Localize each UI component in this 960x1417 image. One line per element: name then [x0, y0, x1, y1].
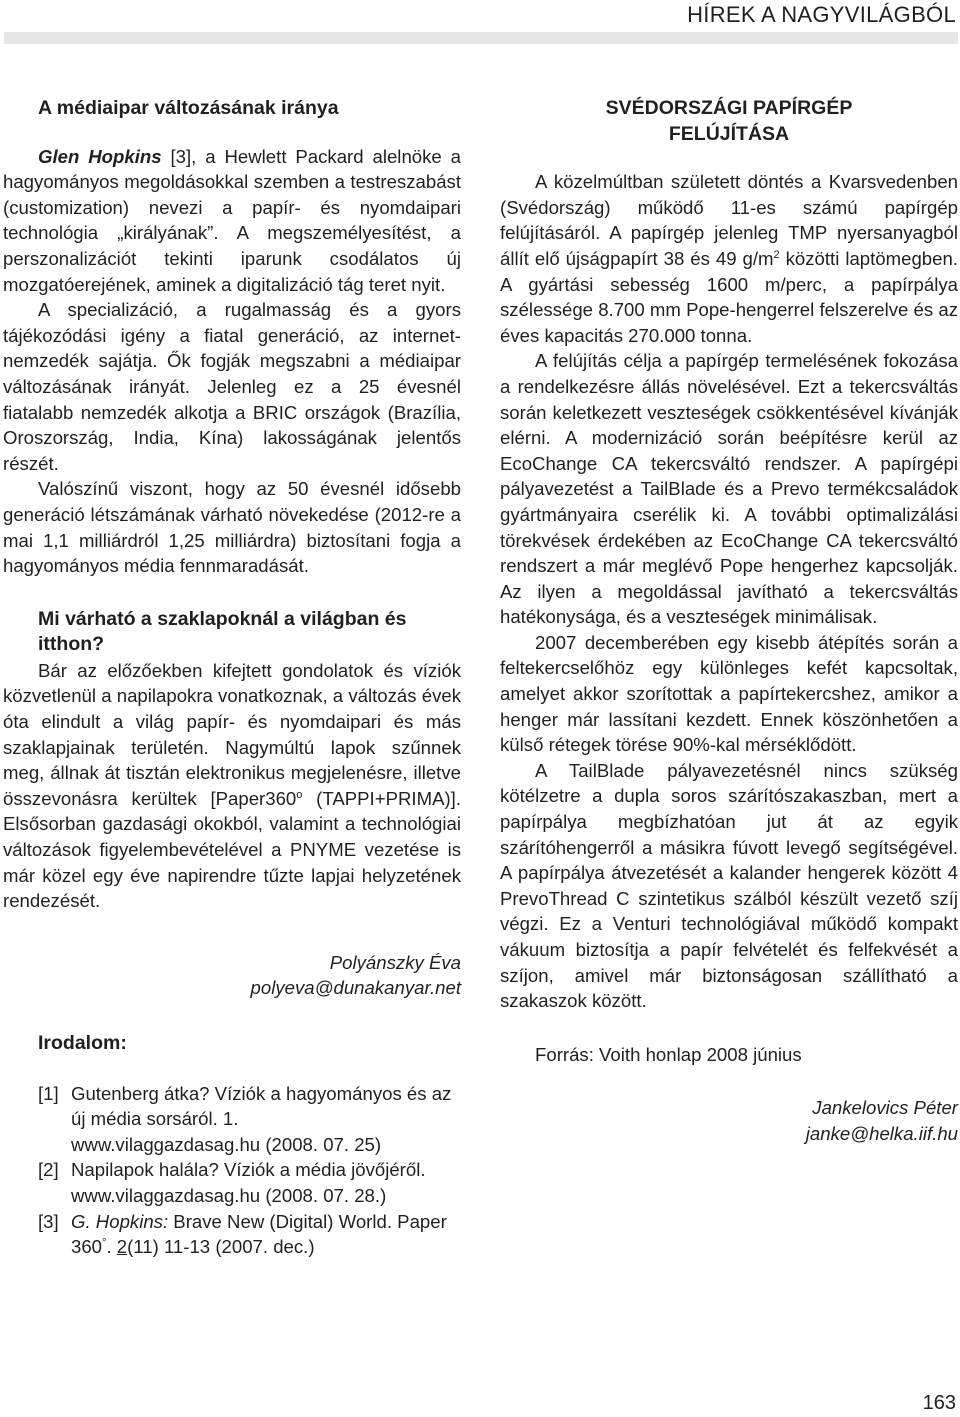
- source-note: Forrás: Voith honlap 2008 június: [535, 1043, 802, 1065]
- article-heading-paper-machine-line2: FELÚJÍTÁSA: [668, 122, 790, 145]
- reference-list: [3, 1081, 461, 1260]
- reference-item: [3] G. Hopkins: Brave New (Digital) World. Paper 360°. 2(11) 11-13 (2007. dec.): [38, 1210, 447, 1258]
- person-name: Glen Hopkins: [38, 145, 162, 167]
- article-heading-paper-machine: SVÉDORSZÁGI PAPÍRGÉP: [605, 97, 853, 119]
- author-email: janke@helka.iif.hu: [805, 1122, 958, 1144]
- header-rule: [4, 32, 958, 44]
- paragraph: A specializáció, a rugalmasság és a gyors tájékozódási igény a fiatal generáció, az internet-nemzedék sajátja. Ők fogják megszabni a médiaipar változásának irányát. Jelenleg ez a 25 évesnél fiatalabb nemzedék alkotja a BRIC országok (Brazília, Oroszország, India, Kína) lakosságának jelentős részét.: [3, 299, 461, 474]
- author-name: Polyánszky Éva: [329, 951, 461, 973]
- running-header: [0, 0, 960, 30]
- paragraph: Bár az előzőekben kifejtett gondolatok és víziók közvetlenül a napilapokra vonatkoznak, a változás évek óta elindult a világ papír- és nyomdaipari és más szaklapjainak területén. Nagymúltú lapok szűnnek meg, állnak át tisztán elektronikus megjelenésre, illetve összevonásra kerültek [Paper360$^o$ (TAPPI+PRIMA)]. Elsősorban gazdasági okokból, valamint a technológiai változások figyelembevételével a PNYME vezetése is már közel egy éve napirendre tűzte lapjai helyzetének rendezését.: [3, 659, 461, 912]
- paragraph: A felújítás célja a papírgép termelésének fokozása a rendelkezésre állás növelésével. Ezt a tekercsváltás során keletkezett veszteségek csökkentésével kívánják elérni. A modernizáció során beépítésre kerül az EcoChange CA tekercsváltó rendszer. A papírgépi pályavezetést a TailBlade és a Prevo termékcsaládok gyártmányaira cserélik ki. A további optimalizálási törekvések érdekében az EcoChange CA tekercsváltó rendszert a már meglévő Pope hengerhez kapcsolják. Az ilyen a megoldással javítható a tekercsváltás hatékonysága, és a veszteségek minimálisak.: [500, 350, 958, 628]
- subheading-trade-journals: Mi várható a szaklapoknál a világban és itthon?: [38, 607, 407, 656]
- paragraph: A közelmúltban született döntés a Kvarsvedenben (Svédország) működő 11-es számú papírgép felújításáról. A papírgép jelenleg TMP nyersanyagból állít elő újságpapírt 38 és 49 $g/m^2$ közötti laptömegben. A gyártási sebesség 1600 m/perc, a papírpálya szélessége 8.700 mm Pope-hengerrel felszerelve és az éves kapacitás 270.000 tonna.: [500, 171, 958, 346]
- right-column: [500, 96, 958, 1147]
- reference-item: [2] Napilapok halála? Víziók a média jövőjéről. www.vilaggazdasag.hu (2008. 07. 28.): [38, 1159, 426, 1206]
- article-heading-media: A médiaipar változásának iránya: [38, 97, 339, 119]
- references-heading: Irodalom:: [38, 1032, 127, 1054]
- paragraph: Valószínű viszont, hogy az 50 évesnél idősebb generáció létszámának várható növekedése (2012-re a mai 1,1 milliárdról 1,25 milliárdra) biztosítani fogja a hagyományos média fennmaradását.: [3, 478, 461, 577]
- section-title: HÍREK A NAGYVILÁGBÓL: [687, 2, 956, 27]
- reference-item: [1] Gutenberg átka? Víziók a hagyományos és az új média sorsáról. 1. www.vilaggazdasag.hu (2008. 07. 25): [38, 1082, 452, 1155]
- paragraph: Glen Hopkins [3], a Hewlett Packard alelnöke a hagyományos megoldásokkal szemben a testreszabást (customization) nevezi a papír- és nyomdaipari technológia „királyának”. A megszemélyesítést, a perszonalizációt tekinti iparunk csodálatos új mozgatóerejének, aminek a digitalizáció tág teret nyit.: [3, 145, 462, 295]
- left-column: [3, 96, 461, 1260]
- author-email: polyeva@dunakanyar.net: [250, 977, 461, 999]
- paragraph: A TailBlade pályavezetésnél nincs szükség kötélzetre a dupla soros szárítószakaszban, mert a papírpálya megbízhatóan jut át az egyik szárítóhengerről a másikra fúvott levegő segítségével. A papírpálya átvezetését a kalander hengerek között 4 PrevoThread C szintetikus szálból készült vezető szíj végzi. Ez a Venturi technológiával működő kompakt vákuum biztosítja a papír felvételét és felfekvését a szíjon, amivel már biztonságosan szállítható a szakaszok között.: [500, 759, 958, 1012]
- page-number: 163: [922, 1392, 956, 1414]
- author-name: Jankelovics Péter: [812, 1097, 958, 1119]
- paragraph: 2007 decemberében egy kisebb átépítés során a feltekercselőhöz egy különleges kefét kapcsoltak, amelyet akkor szorítottak a papírtekercshez, amikor a henger már lassítani kezdett. Ennek köszönhetően a külső rétegek törése 90%-kal mérséklődött.: [500, 631, 958, 756]
